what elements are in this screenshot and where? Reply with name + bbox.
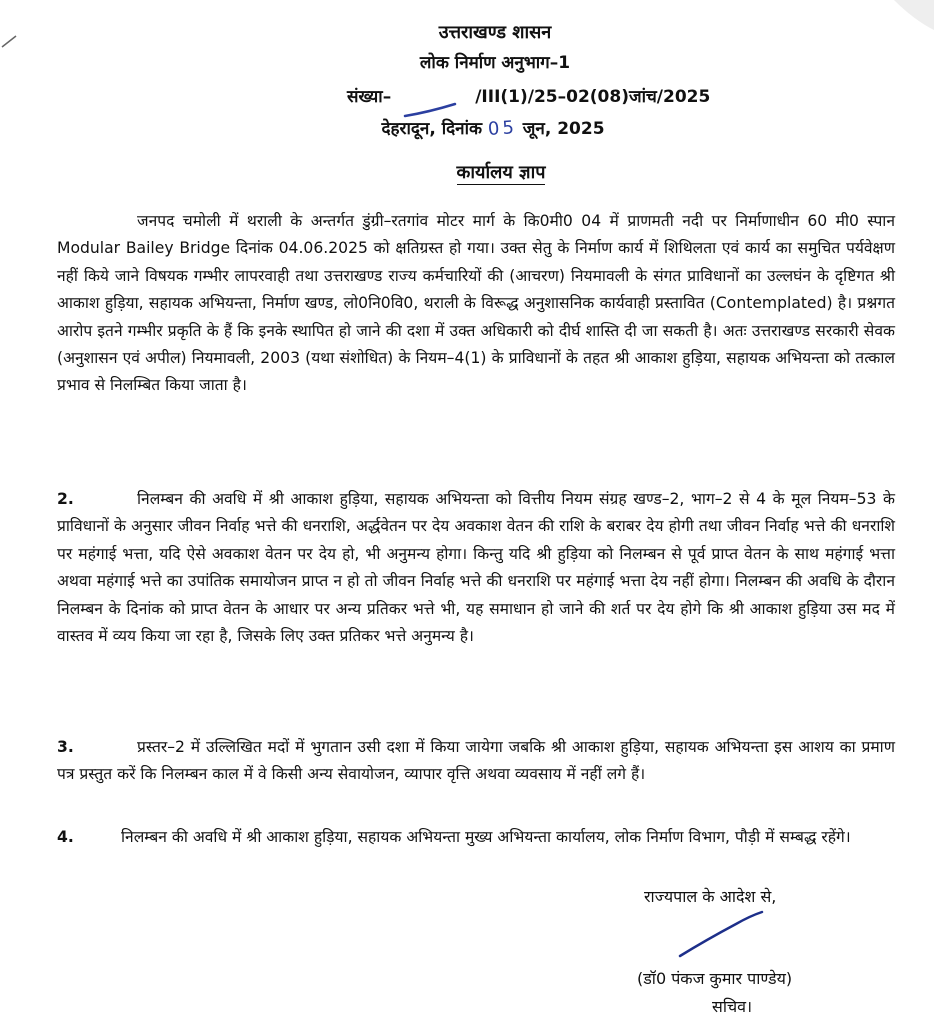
page-crease-mark [0, 30, 28, 50]
paragraph-number: 3. [57, 738, 74, 756]
paragraph-number: 2. [57, 490, 74, 508]
date-line [26, 116, 934, 139]
paragraph-2 [57, 486, 895, 650]
paragraph-number: 4. [57, 828, 74, 846]
paragraph-text: निलम्बन की अवधि में श्री आकाश हुड़िया, सहायक अभियन्ता मुख्य अभियन्ता कार्यालय, लोक निर्माण विभाग, पौड़ी में सम्बद्ध रहेंगे। [121, 828, 851, 846]
paragraph-4 [57, 824, 895, 851]
signatory-designation: सचिव। [712, 997, 753, 1016]
reference-prefix: संख्या– [347, 87, 392, 107]
reference-suffix: /III(1)/25–02(08)जांच/2025 [475, 87, 711, 107]
paragraph-text: निलम्बन की अवधि में श्री आकाश हुड़िया, सहायक अभियन्ता को वित्तीय नियम संग्रह खण्ड–2, भाग–2 से 4 के मूल नियम–53 के प्राविधानों के अनुसार जीवन निर्वाह भत्ते की धनराशि, अर्द्धवेतन पर देय अवकाश वेतन की राशि के बराबर देय होगी तथा जीवन निर्वाह भत्ते की धनराशि पर महंगाई भत्ता, यदि ऐसे अवकाश वेतन पर देय हो, भी अनुमन्य होगा। किन्तु यदि श्री हुड़िया को निलम्बन से पूर्व प्राप्त वेतन के साथ महंगाई भत्ता अथवा महंगाई भत्ते का उपांतिक समायोजन प्राप्त न हो तो जीवन निर्वाह भत्ते की धनराशि पर महंगाई भत्ता देय नहीं होगा। निलम्बन की अवधि के दौरान निलम्बन के दिनांक को प्राप्त वेतन के आधार पर अन्य प्रतिकर भत्ते भी, यह समाधान हो जाने की शर्त पर देय होगे कि श्री आकाश हुड़िया उस मद में वास्तव में व्यय किया जा रहा है, जिसके लिए उक्त प्रतिकर भत्ते अनुमन्य है। [57, 490, 895, 646]
paragraph-text: प्रस्तर–2 में उल्लिखित मदों में भुगतान उसी दशा में किया जायेगा जबकि श्री आकाश हुड़िया, सहायक अभियन्ता इस आशय का प्रमाण पत्र प्रस्तुत करें कि निलम्बन काल में वे किसी अन्य सेवायोजन, व्यापार वृत्ति अथवा व्यवसाय में नहीं लगे हैं। [57, 738, 895, 784]
department-heading: लोक निर्माण अनुभाग–1 [419, 53, 571, 73]
document-title [34, 160, 934, 184]
signatory-name: (डॉ0 पंकज कुमार पाण्डेय) [637, 969, 793, 988]
reference-number [347, 84, 710, 107]
date-suffix: जून, 2025 [522, 119, 605, 139]
paragraph-1 [57, 208, 895, 400]
document-title-text: कार्यालय ज्ञाप [456, 162, 546, 183]
date-prefix: देहरादून, दिनांक [381, 119, 483, 139]
paragraph-text: जनपद चमोली में थराली के अन्तर्गत डुंग्री–रतगांव मोटर मार्ग के कि0मी0 04 में प्राणमती नदी पर निर्माणाधीन 60 मी0 स्पान Modular Bailey Bridge दिनांक 04.06.2025 को क्षतिग्रस्त हो गया। उक्त सेतु के निर्माण कार्य में शिथिलता एवं कार्य का समुचित पर्यवेक्षण नहीं किये जाने विषयक गम्भीर लापरवाही तथा उत्तराखण्ड राज्य कर्मचारियों की (आचरण) नियमावली के संगत प्राविधानों का उल्लघंन के दृष्टिगत श्री आकाश हुड़िया, सहायक अभियन्ता, निर्माण खण्ड, लो0नि0वि0, थराली के विरूद्ध अनुशासनिक कार्यवाही प्रस्तावित (Contemplated) है। प्रश्नगत आरोप इतने गम्भीर प्रकृति के हैं कि इनके स्थापित हो जाने की दशा में उक्त अधिकारी को दीर्घ शास्ति दी जा सकती है। अतः उत्तराखण्ड सरकारी सेवक (अनुशासन एवं अपील) नियमावली, 2003 (यथा संशोधित) के नियम–4(1) के प्राविधानों के तहत श्री आकाश हुड़िया, सहायक अभियन्ता को तत्काल प्रभाव से निलम्बित किया जाता है। [57, 212, 895, 395]
handwritten-signature [676, 910, 766, 960]
handwritten-date-day: 05 [487, 117, 518, 140]
government-heading: उत्तराखण्ड शासन [438, 22, 552, 43]
paragraph-3 [57, 734, 895, 789]
by-order-line: राज्यपाल के आदेश से, [644, 887, 777, 906]
